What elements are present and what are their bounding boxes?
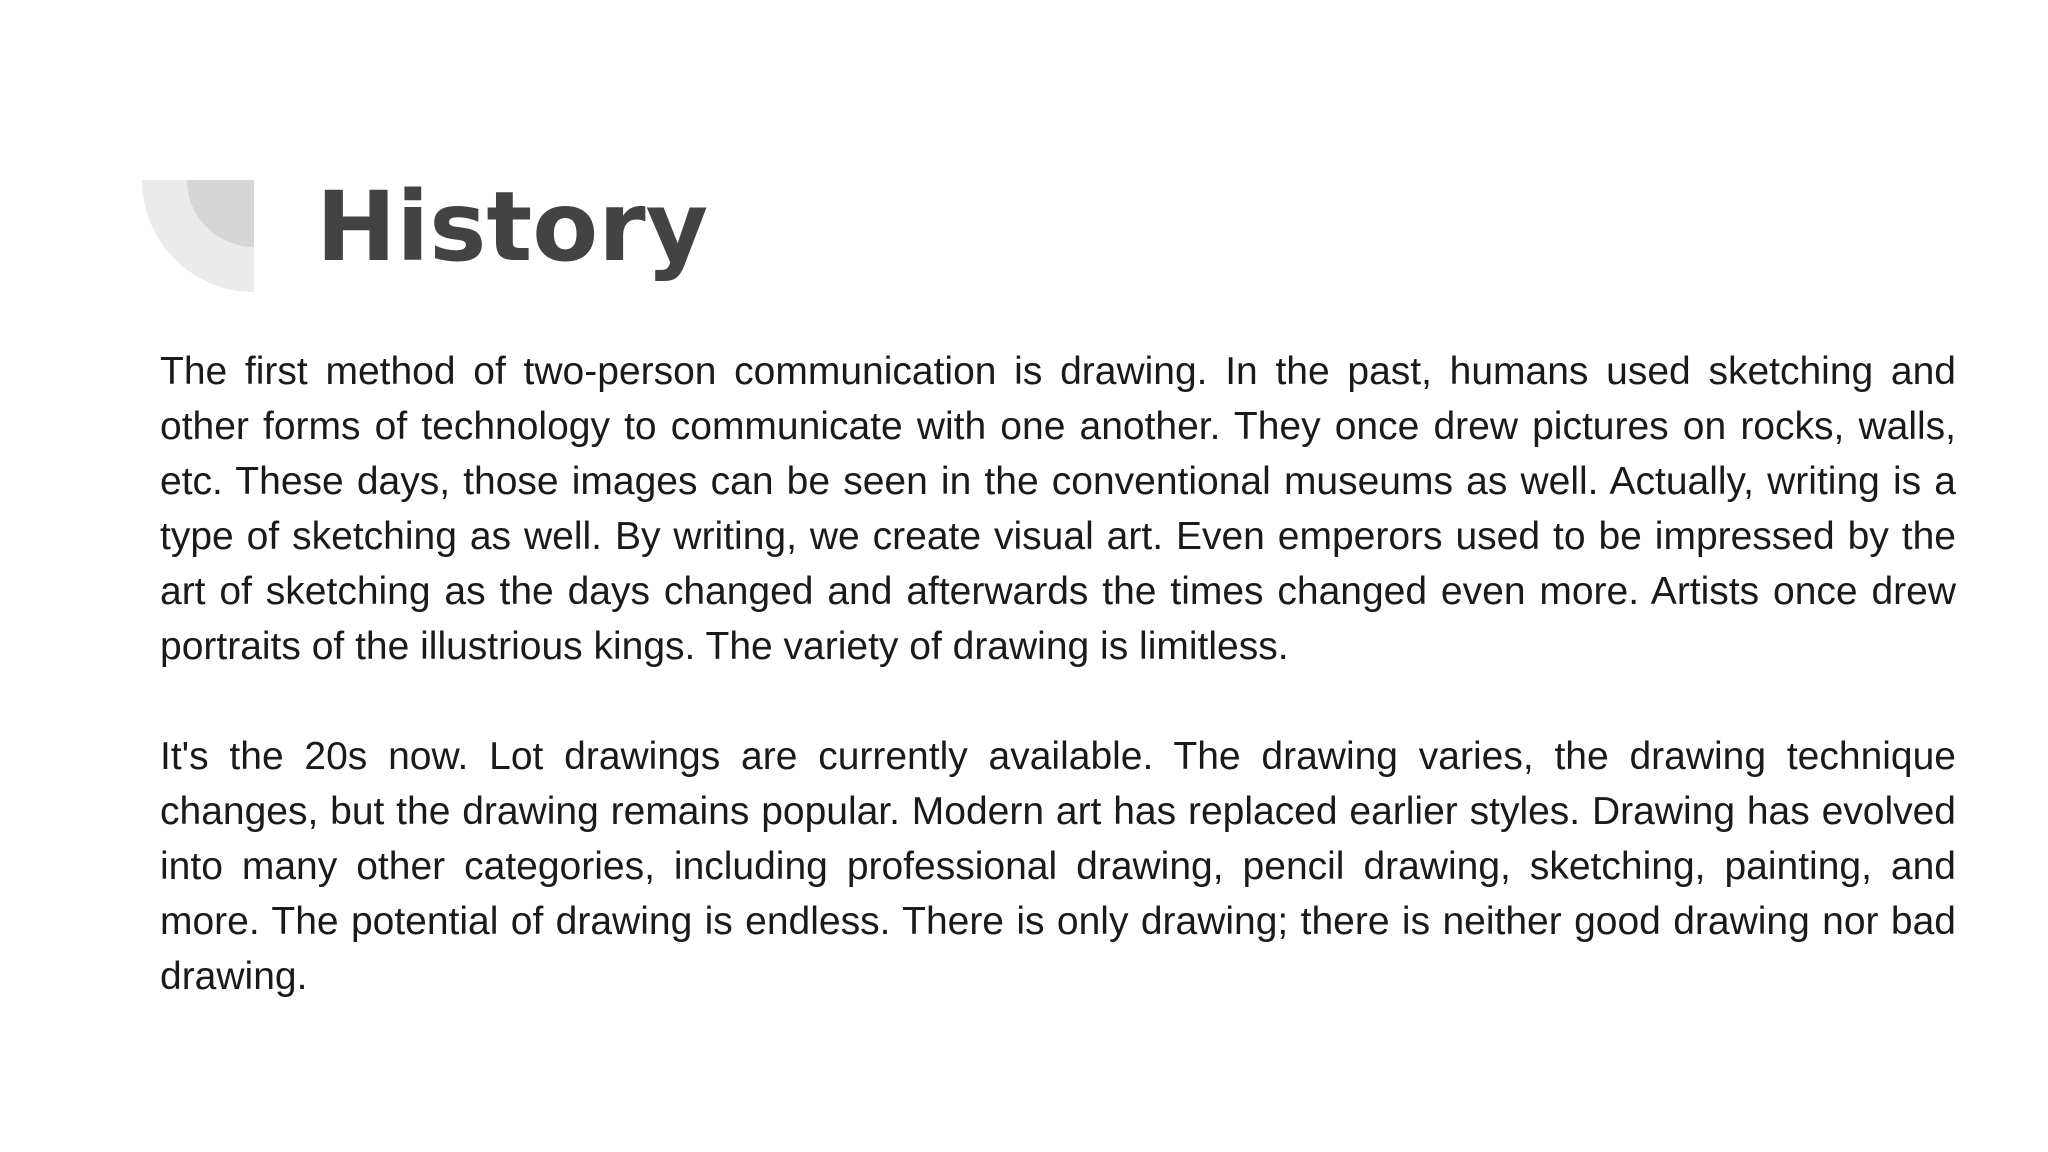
paragraph-1: The first method of two-person communication is drawing. In the past, humans used sketching and other forms of technology to communicate with one another. They once drew pictures on rocks, walls, etc. These days, those images can be seen in the conventional museums as well. Actually, writing is a type of sketching as well. By writing, we create visual art. Even emperors used to be impressed by the art of sketching as the days changed and afterwards the times changed even more. Artists once drew portraits of the illustrious kings. The variety of drawing is limitless.: [160, 350, 1956, 668]
quarter-circle-decoration: [142, 180, 254, 292]
body-text: [160, 344, 1956, 1004]
slide-title: History: [316, 171, 709, 283]
paragraph-2: It's the 20s now. Lot drawings are currently available. The drawing varies, the drawing technique changes, but the drawing remains popular. Modern art has replaced earlier styles. Drawing has evolved into many other categories, including professional drawing, pencil drawing, sketching, painting, and more. The potential of drawing is endless. There is only drawing; there is neither good drawing nor bad drawing.: [160, 735, 1956, 998]
